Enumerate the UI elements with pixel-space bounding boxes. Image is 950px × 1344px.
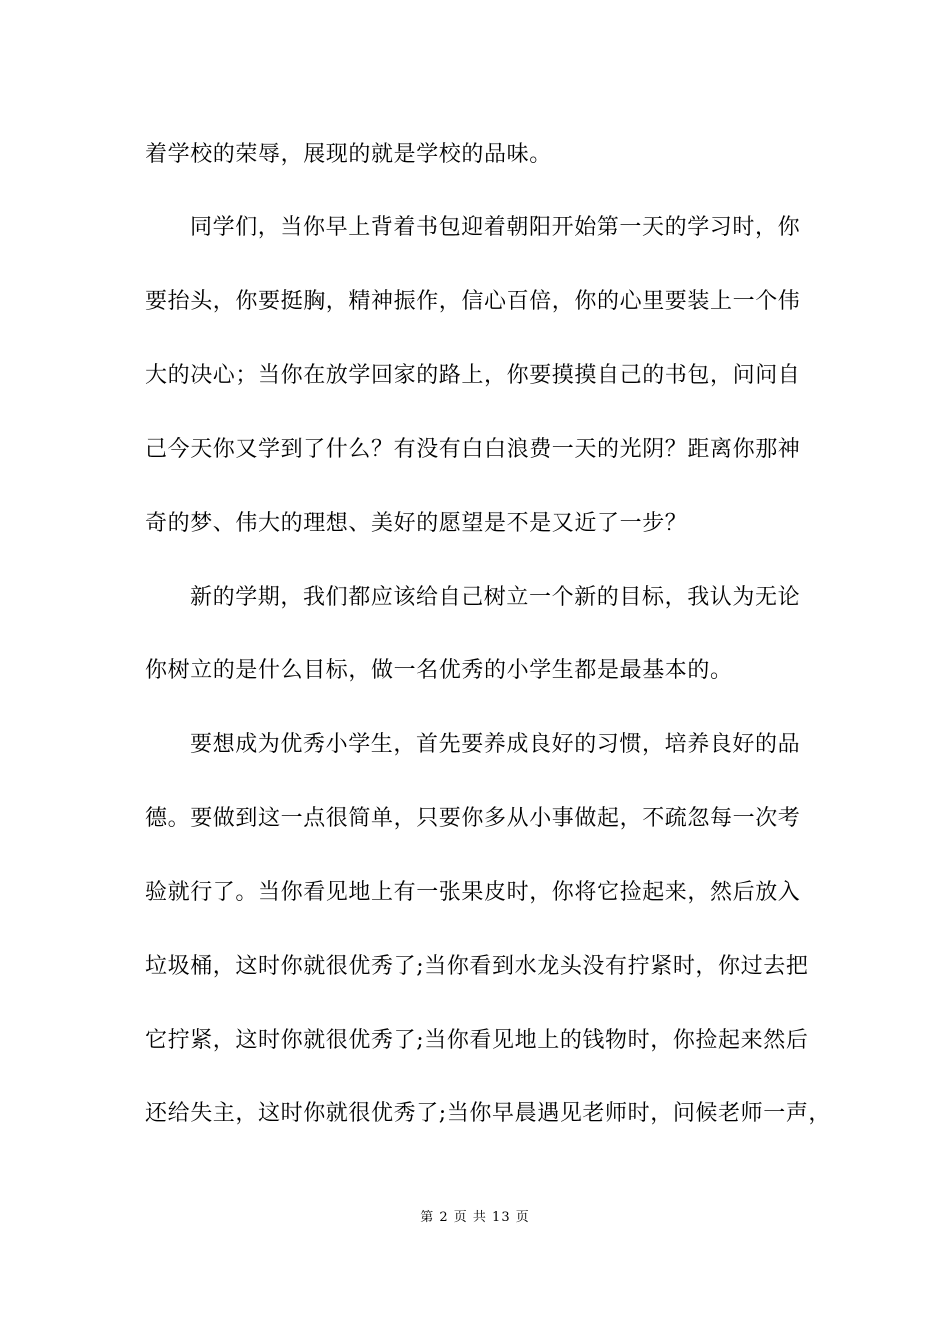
paragraph-first-line: 新的学期，我们都应该给自己树立一个新的目标，我认为无论 — [190, 585, 801, 610]
paragraph-first-line: 同学们，当你早上背着书包迎着朝阳开始第一天的学习时，你 — [190, 215, 801, 240]
text-line: 你树立的是什么目标，做一名优秀的小学生都是最基本的。 — [145, 658, 733, 683]
text-line: 德。要做到这一点很简单，只要你多从小事做起，不疏忽每一次考 — [145, 806, 801, 831]
text-line: 要抬头，你要挺胸，精神振作，信心百倍，你的心里要装上一个伟 — [145, 289, 801, 314]
text-line: 垃圾桶，这时你就很优秀了;当你看到水龙头没有拧紧时，你过去把 — [145, 954, 809, 979]
text-line: 大的决心；当你在放学回家的路上，你要摸摸自己的书包，问问自 — [145, 363, 801, 388]
text-line: 还给失主，这时你就很优秀了;当你早晨遇见老师时，问候老师一声， — [145, 1101, 832, 1126]
text-line: 奇的梦、伟大的理想、美好的愿望是不是又近了一步？ — [145, 511, 688, 536]
text-line: 己今天你又学到了什么？有没有白白浪费一天的光阴？距离你那神 — [145, 437, 801, 462]
paragraph-first-line: 要想成为优秀小学生，首先要养成良好的习惯，培养良好的品 — [190, 732, 801, 757]
text-line: 验就行了。当你看见地上有一张果皮时，你将它捡起来，然后放入 — [145, 880, 801, 905]
page-number-footer: 第 2 页 共 13 页 — [420, 1210, 530, 1225]
text-line: 它拧紧，这时你就很优秀了;当你看见地上的钱物时，你捡起来然后 — [145, 1028, 809, 1053]
text-line: 着学校的荣辱，展现的就是学校的品味。 — [145, 142, 552, 167]
